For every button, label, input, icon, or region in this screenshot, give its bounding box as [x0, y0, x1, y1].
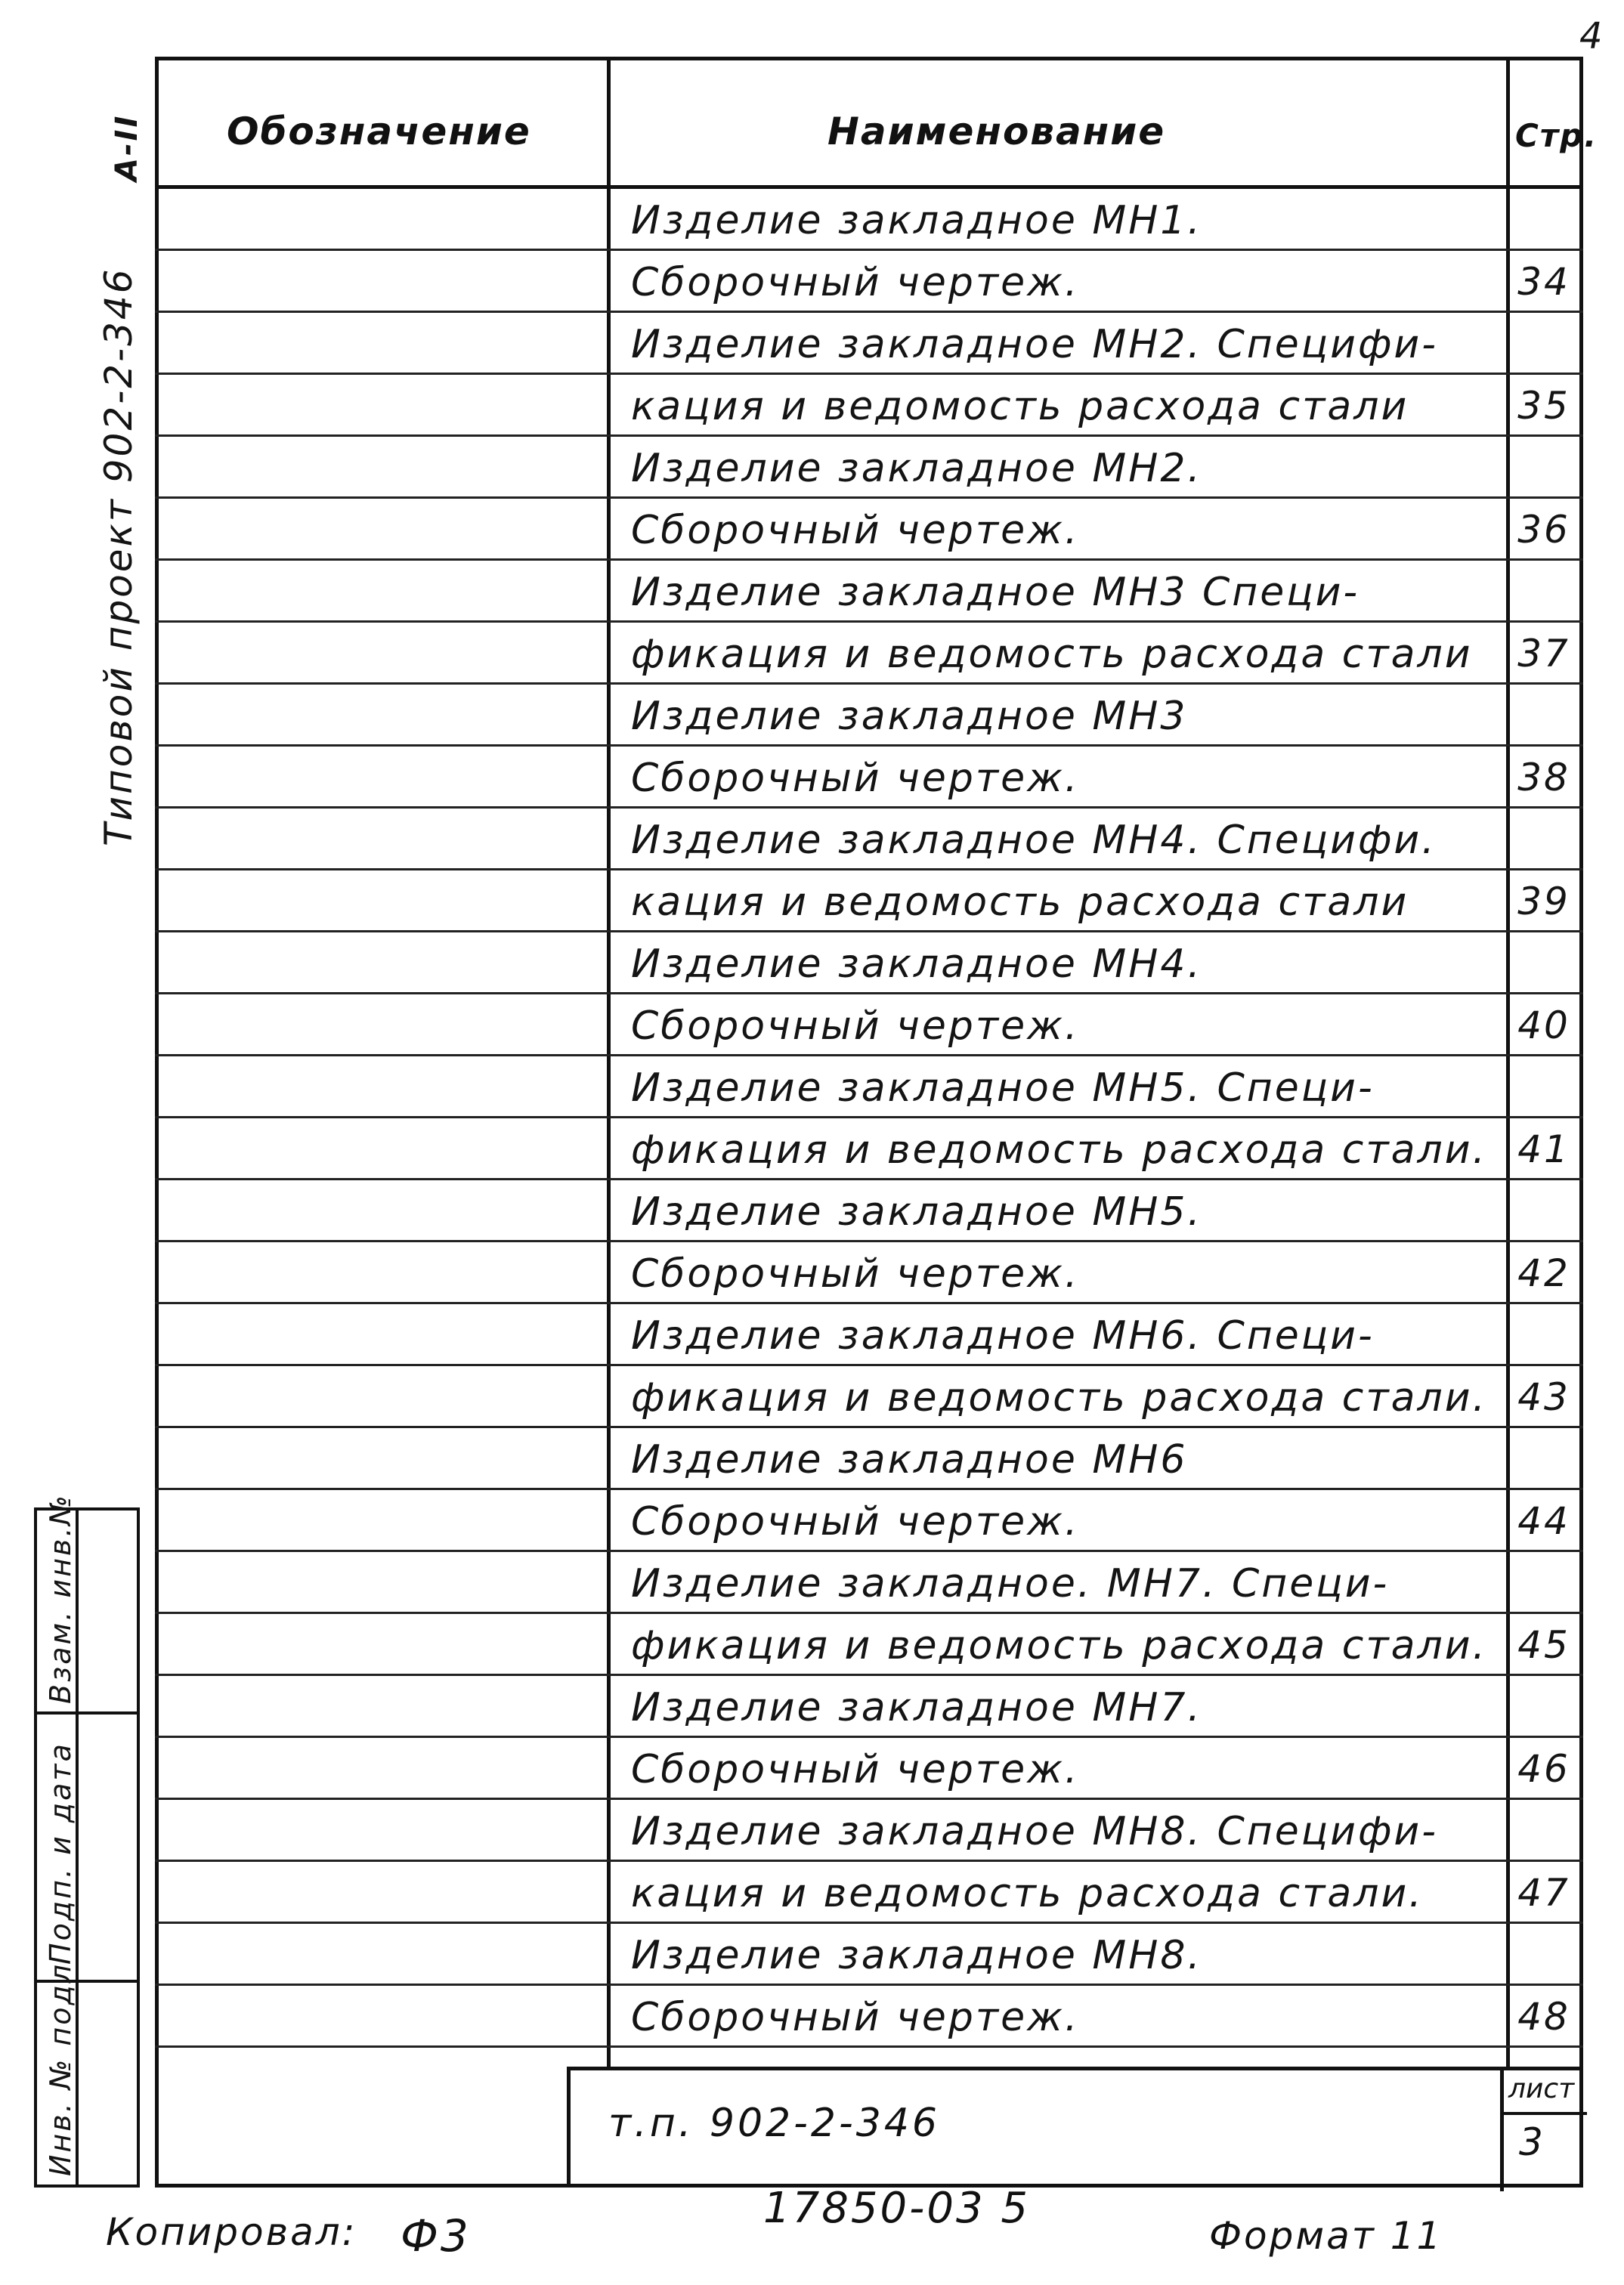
row-page: 48 [1517, 1995, 1570, 2039]
row-name: кация и ведомость расхода стали [631, 880, 1409, 925]
sheet-box [1500, 2070, 1587, 2191]
table-row [155, 251, 1583, 313]
table-row [155, 1552, 1583, 1614]
order-number: 17850-03 5 [763, 2184, 1031, 2233]
table-row [155, 1490, 1583, 1552]
sheet-divider [1504, 2112, 1587, 2115]
header-page: Стр. [1515, 117, 1598, 154]
row-page: 46 [1517, 1747, 1570, 1791]
row-name: Изделие закладное МН3 Специ- [631, 570, 1360, 615]
row-name: Изделие закладное МН7. [631, 1685, 1202, 1730]
table-header [155, 57, 1598, 189]
row-name: Изделие закладное МН5. [631, 1189, 1202, 1235]
sheet-label: лист [1508, 2073, 1575, 2104]
table-row [155, 313, 1583, 375]
vzam-inv-label: Взам. инв.№ [44, 1493, 77, 1704]
table-row [155, 1800, 1583, 1862]
table-row [155, 685, 1583, 747]
table-row [155, 994, 1583, 1056]
row-name: Сборочный чертеж. [631, 756, 1080, 801]
row-name: Сборочный чертеж. [631, 508, 1080, 553]
row-page: 43 [1517, 1375, 1570, 1419]
row-page: 34 [1517, 260, 1570, 304]
row-name: Сборочный чертеж. [631, 1499, 1080, 1544]
copied-label: Копировал: [106, 2210, 357, 2254]
row-page: 35 [1517, 384, 1570, 428]
side-stamp-divider [34, 1711, 140, 1715]
row-page: 40 [1517, 1003, 1570, 1047]
row-page: 44 [1517, 1499, 1570, 1543]
row-name: Сборочный чертеж. [631, 1747, 1080, 1792]
table-row [155, 375, 1583, 437]
table-row [155, 499, 1583, 561]
row-name: Изделие закладное МН2. Специфи- [631, 322, 1438, 367]
table-row [155, 1118, 1583, 1180]
row-page: 38 [1517, 756, 1570, 799]
row-name: Изделие закладное МН3 [631, 694, 1188, 739]
header-name: Наименование [827, 110, 1166, 153]
row-name: фикация и ведомость расхода стали [631, 632, 1473, 677]
sheet-corner-number: 4 [1579, 15, 1605, 57]
table-row [155, 1614, 1583, 1676]
row-page: 39 [1517, 880, 1570, 923]
table-row [155, 437, 1583, 499]
table-row [155, 1056, 1583, 1118]
row-name: Сборочный чертеж. [631, 1003, 1080, 1049]
row-name: фикация и ведомость расхода стали. [631, 1623, 1488, 1668]
row-name: Сборочный чертеж. [631, 1995, 1080, 2040]
row-name: Изделие закладное МН6. Специ- [631, 1313, 1375, 1359]
row-page: 47 [1517, 1871, 1570, 1915]
inv-podl-label: Инв. № подл [44, 1962, 77, 2176]
album-label: А-II [110, 113, 144, 181]
row-name: фикация и ведомость расхода стали. [631, 1375, 1488, 1421]
row-page: 36 [1517, 508, 1570, 552]
sheet-number: 3 [1519, 2120, 1543, 2164]
row-page: 45 [1517, 1623, 1570, 1667]
table-row [155, 809, 1583, 870]
podp-data-label: Подп. и дата [44, 1742, 77, 1965]
document-code: т.п. 902-2-346 [608, 2101, 940, 2146]
row-name: Изделие закладное. МН7. Специ- [631, 1561, 1390, 1606]
project-label: Типовой проект 902-2-346 [97, 267, 141, 846]
table-row [155, 1676, 1583, 1738]
table-row [155, 561, 1583, 623]
row-name: Изделие закладное МН2. [631, 446, 1202, 491]
row-name: фикация и ведомость расхода стали. [631, 1127, 1488, 1173]
row-name: Изделие закладное МН6 [631, 1437, 1188, 1483]
row-page: 37 [1517, 632, 1570, 676]
row-name: Изделие закладное МН5. Специ- [631, 1065, 1375, 1111]
table-row [155, 189, 1583, 251]
title-block [567, 2067, 1583, 2188]
table-row [155, 1366, 1583, 1428]
table-row [155, 1242, 1583, 1304]
row-name: кация и ведомость расхода стали [631, 384, 1409, 429]
row-name: Изделие закладное МН4. [631, 942, 1202, 987]
header-designation: Обозначение [227, 110, 531, 153]
copied-signature: Ф3 [401, 2210, 471, 2262]
table-row [155, 1428, 1583, 1490]
table-row [155, 1738, 1583, 1800]
table-row [155, 870, 1583, 932]
row-page: 42 [1517, 1251, 1570, 1295]
row-page: 41 [1517, 1127, 1570, 1171]
row-divider [155, 2045, 1583, 2048]
row-name: Сборочный чертеж. [631, 1251, 1080, 1297]
table-row [155, 1924, 1583, 1986]
table-row [155, 1304, 1583, 1366]
table-row [155, 747, 1583, 809]
table-row [155, 1862, 1583, 1924]
table-row [155, 932, 1583, 994]
row-name: Изделие закладное МН8. Специфи- [631, 1809, 1438, 1854]
table-row [155, 623, 1583, 685]
row-name: Изделие закладное МН4. Специфи. [631, 818, 1437, 863]
row-name: Изделие закладное МН8. [631, 1933, 1202, 1978]
row-name: Изделие закладное МН1. [631, 198, 1202, 243]
table-row [155, 1986, 1583, 2048]
table-row [155, 1180, 1583, 1242]
format-label: Формат 11 [1209, 2214, 1443, 2258]
row-name: кация и ведомость расхода стали. [631, 1871, 1424, 1916]
row-name: Сборочный чертеж. [631, 260, 1080, 305]
